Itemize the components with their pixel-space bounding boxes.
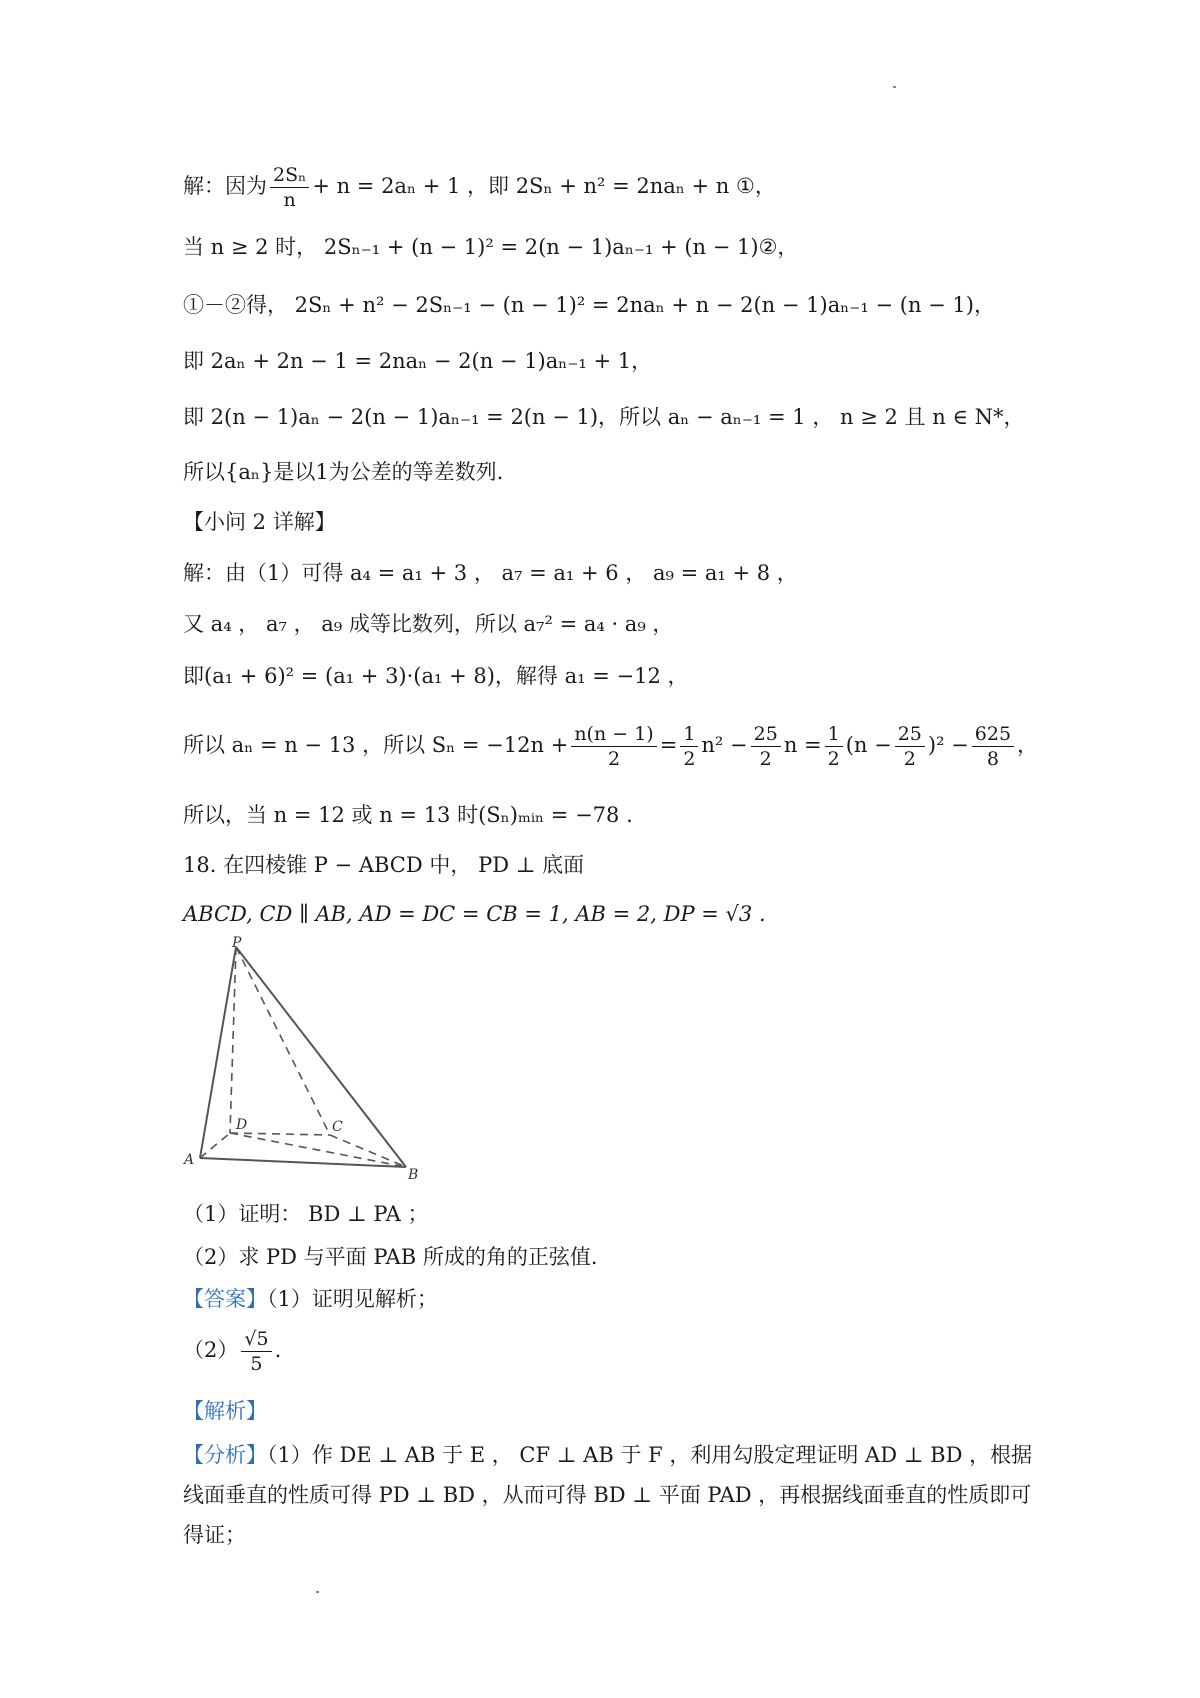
fraction xyxy=(270,163,309,212)
fraction-denominator: 8 xyxy=(986,748,999,770)
scan-dot xyxy=(316,1591,319,1593)
fraction-denominator: 2 xyxy=(759,748,772,770)
label-B: B xyxy=(408,1167,419,1180)
text: 所以 aₙ = n − 13 ，所以 Sₙ = −12n + xyxy=(183,733,569,757)
edge-PC xyxy=(236,947,330,1135)
analysis-label: 【分析】 xyxy=(183,1443,267,1467)
edge-AB xyxy=(200,1158,406,1167)
solution-line-8: 解：由（1）可得 a₄ = a₁ + 3 ， a₇ = a₁ + 6 ， a₉ = a₁ + 8 ， xyxy=(183,561,798,585)
fraction xyxy=(571,722,656,771)
fraction xyxy=(751,722,781,771)
fraction xyxy=(241,1327,271,1376)
fraction-numerator: n(n − 1) xyxy=(571,722,656,747)
solution-line-11 xyxy=(183,722,1038,771)
fraction-denominator: 2 xyxy=(607,748,621,770)
edge-PA xyxy=(200,947,236,1158)
text: ， xyxy=(1017,733,1039,757)
question-1: （1）证明： BD ⊥ PA ； xyxy=(183,1202,429,1226)
edge-DC xyxy=(230,1133,330,1135)
fraction xyxy=(825,722,843,771)
analysis-text: （1）作 DE ⊥ AB 于 E ， CF ⊥ AB 于 F ，利用勾股定理证明 AD ⊥ BD ，根据线面垂直的性质可得 PD ⊥ BD ，从而可得 BD ⊥ 平面 PAD ，再根据线面垂直的性质即可得证； xyxy=(183,1443,1033,1547)
fraction xyxy=(972,722,1014,771)
answer-line-1 xyxy=(183,1284,438,1314)
text: （2） xyxy=(183,1338,239,1362)
solution-line-5: 即 2(n − 1)aₙ − 2(n − 1)aₙ₋₁ = 2(n − 1)，所以 aₙ − aₙ₋₁ = 1 ， n ≥ 2 且 n ∈ N*， xyxy=(183,405,1025,429)
answer-line-2 xyxy=(183,1327,281,1376)
solution-line-1 xyxy=(183,163,776,212)
problem-18-conditions: ABCD, CD ∥ AB, AD = DC = CB = 1, AB = 2, DP = √3 . xyxy=(183,902,766,926)
fraction-denominator: 2 xyxy=(827,748,840,770)
solution-line-4: 即 2aₙ + 2n − 1 = 2naₙ − 2(n − 1)aₙ₋₁ + 1， xyxy=(183,349,653,373)
text: n = xyxy=(783,733,822,757)
solution-line-12: 所以，当 n = 12 或 n = 13 时(Sₙ)ₘᵢₙ = −78 . xyxy=(183,803,633,827)
fraction-numerator: √5 xyxy=(241,1327,271,1352)
label-C: C xyxy=(332,1119,343,1135)
text: . xyxy=(274,1338,282,1362)
solution-line-10: 即(a₁ + 6)² = (a₁ + 3)·(a₁ + 8)，解得 a₁ = −12 ， xyxy=(183,664,689,688)
text: (n − xyxy=(845,733,892,757)
question-2: （2）求 PD 与平面 PAB 所成的角的正弦值. xyxy=(183,1245,598,1269)
edge-DB xyxy=(230,1133,406,1167)
scan-dot xyxy=(893,86,896,88)
fraction-numerator: 1 xyxy=(680,722,698,747)
text: n² − xyxy=(701,733,748,757)
problem-18-statement: 18. 在四棱锥 P − ABCD 中， PD ⊥ 底面 xyxy=(183,853,585,877)
text: 解：因为 xyxy=(183,174,267,198)
text: )² − xyxy=(927,733,969,757)
fraction-denominator: 5 xyxy=(250,1353,263,1375)
solution-line-9: 又 a₄ ， a₇ ， a₉ 成等比数列，所以 a₇² = a₄ · a₉ ， xyxy=(183,612,674,636)
fraction xyxy=(895,722,925,771)
analysis-tag: 【解析】 xyxy=(183,1399,267,1423)
answer-1: （1）证明见解析； xyxy=(267,1287,438,1311)
fraction-numerator: 2Sₙ xyxy=(270,163,309,188)
fraction-numerator: 1 xyxy=(825,722,843,747)
solution-line-3: ①－②得， 2Sₙ + n² − 2Sₙ₋₁ − (n − 1)² = 2naₙ + n − 2(n − 1)aₙ₋₁ − (n − 1)， xyxy=(183,293,995,317)
fraction-denominator: n xyxy=(283,189,296,211)
solution-line-2: 当 n ≥ 2 时， 2Sₙ₋₁ + (n − 1)² = 2(n − 1)aₙ₋₁ + (n − 1)②， xyxy=(183,235,799,259)
fraction-denominator: 2 xyxy=(903,748,916,770)
pyramid-figure xyxy=(180,935,440,1180)
label-P: P xyxy=(232,935,242,951)
text: + n = 2aₙ + 1 ，即 2Sₙ + n² = 2naₙ + n ①， xyxy=(312,174,776,198)
text: = xyxy=(659,733,678,757)
solution-line-6: 所以{aₙ}是以1为公差的等差数列. xyxy=(183,460,504,484)
fraction xyxy=(680,722,698,771)
label-A: A xyxy=(184,1152,195,1168)
fraction-denominator: 2 xyxy=(683,748,696,770)
fraction-numerator: 25 xyxy=(751,722,781,747)
label-D: D xyxy=(236,1117,248,1133)
answer-tag: 【答案】 xyxy=(183,1287,267,1311)
fraction-numerator: 625 xyxy=(972,722,1014,747)
fraction-numerator: 25 xyxy=(895,722,925,747)
subquestion-2-heading: 【小问 2 详解】 xyxy=(183,510,336,534)
analysis-paragraph xyxy=(183,1435,1033,1555)
